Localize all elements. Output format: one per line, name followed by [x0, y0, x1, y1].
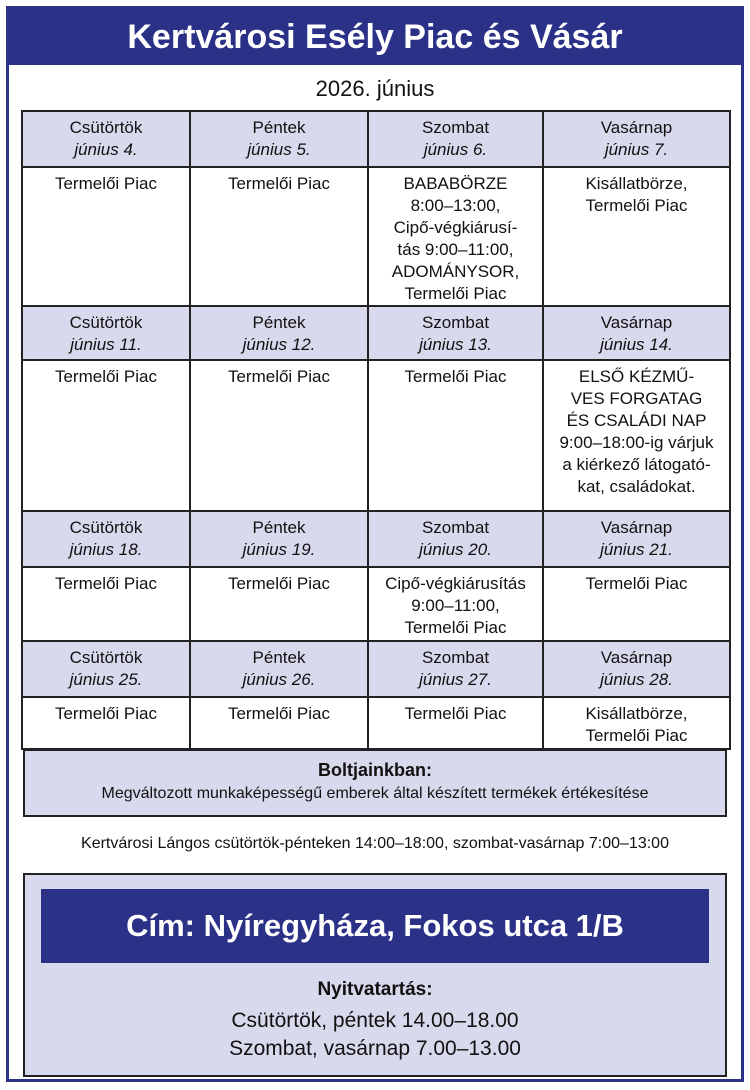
event-text: Termelői Piac: [404, 704, 507, 723]
event-text: Cipő-végkiárusítás 9:00–11:00, Termelői Piac: [385, 574, 526, 637]
day-name: Vasárnap: [600, 118, 673, 137]
event-text: Termelői Piac: [54, 704, 158, 723]
event-text: Termelői Piac: [54, 174, 158, 193]
day-date: június 11.: [70, 335, 142, 354]
langos-notice: Kertvárosi Lángos csütörtök-pénteken 14:00–18:00, szombat-vasárnap 7:00–13:00: [81, 835, 669, 852]
day-cell: [22, 641, 190, 697]
day-date: június 18.: [69, 540, 143, 559]
day-cell: [190, 306, 368, 360]
day-date: június 7.: [604, 140, 669, 159]
event-cell: [22, 697, 190, 749]
event-text: BABABÖRZE 8:00–13:00, Cipő-végkiárusí- tás 9:00–11:00, ADOMÁNYSOR, Termelői Piac: [391, 174, 520, 303]
event-cell: [22, 167, 190, 306]
day-name: Vasárnap: [600, 518, 673, 537]
opening-hours-line: Szombat, vasárnap 7.00–13.00: [229, 1037, 521, 1060]
event-cell: [22, 360, 190, 511]
day-date: június 13.: [419, 335, 492, 354]
events-row: [22, 567, 730, 641]
event-cell: [543, 167, 730, 306]
day-date: június 14.: [600, 335, 673, 354]
day-cell: [368, 306, 543, 360]
events-row: [22, 360, 730, 511]
opening-hours-title: Nyitvatartás:: [317, 979, 433, 1000]
day-date: június 19.: [242, 540, 316, 559]
event-cell: [368, 697, 543, 749]
day-cell: [543, 511, 730, 567]
day-cell: [22, 511, 190, 567]
event-text: Termelői Piac: [54, 574, 158, 593]
day-cell: [368, 511, 543, 567]
event-text: Termelői Piac: [54, 367, 158, 386]
day-date: június 25.: [69, 670, 143, 689]
day-name: Csütörtök: [69, 313, 143, 332]
day-date: június 20.: [419, 540, 492, 559]
day-date: június 21.: [600, 540, 673, 559]
day-date: június 4.: [74, 140, 138, 159]
day-date: június 6.: [423, 140, 488, 159]
event-text: Termelői Piac: [227, 574, 331, 593]
opening-hours-line: Csütörtök, péntek 14.00–18.00: [231, 1009, 519, 1032]
month-heading: 2026. június: [315, 76, 435, 101]
event-cell: [190, 167, 368, 306]
address-banner: Cím: Nyíregyháza, Fokos utca 1/B: [41, 889, 709, 963]
event-cell: [368, 360, 543, 511]
day-cell: [543, 641, 730, 697]
day-cell: [368, 111, 543, 167]
day-cell: [543, 111, 730, 167]
day-name: Szombat: [421, 313, 490, 332]
event-text: Kisállatbörze, Termelői Piac: [585, 704, 688, 745]
day-cell: [190, 641, 368, 697]
event-cell: [543, 697, 730, 749]
shops-box: [23, 749, 727, 817]
day-name: Vasárnap: [600, 648, 673, 667]
flyer-frame: [6, 6, 744, 1082]
day-name: Szombat: [421, 648, 490, 667]
events-row: [22, 167, 730, 306]
day-header-row: [22, 306, 730, 360]
event-text: ELSŐ KÉZMŰ- VES FORGATAG ÉS CSALÁDI NAP 9:00–18:00-ig várjuk a kiérkező látogató- kat, családokat.: [559, 367, 714, 496]
day-name: Péntek: [252, 518, 306, 537]
day-date: június 26.: [242, 670, 316, 689]
event-text: Termelői Piac: [227, 367, 331, 386]
event-cell: [368, 167, 543, 306]
day-name: Péntek: [252, 118, 306, 137]
day-name: Csütörtök: [69, 518, 143, 537]
day-name: Péntek: [252, 313, 306, 332]
day-cell: [190, 111, 368, 167]
event-cell: [190, 567, 368, 641]
market-title: Kertvárosi Esély Piac és Vásár: [9, 9, 741, 65]
day-name: Csütörtök: [69, 648, 143, 667]
day-cell: [190, 511, 368, 567]
day-date: június 28.: [600, 670, 673, 689]
event-text: Termelői Piac: [227, 704, 331, 723]
info-box: [23, 873, 727, 1077]
event-text: Termelői Piac: [585, 574, 688, 593]
shops-text: Megváltozott munkaképességű emberek által készített termékek értékesítése: [101, 785, 649, 802]
schedule-table: [21, 110, 731, 750]
day-cell: [22, 306, 190, 360]
events-row: [22, 697, 730, 749]
event-cell: [543, 360, 730, 511]
event-text: Termelői Piac: [227, 174, 331, 193]
day-name: Vasárnap: [600, 313, 673, 332]
day-name: Szombat: [421, 118, 490, 137]
event-cell: [543, 567, 730, 641]
event-cell: [190, 697, 368, 749]
event-cell: [368, 567, 543, 641]
day-date: június 5.: [247, 140, 311, 159]
shops-title: Boltjainkban:: [317, 760, 432, 780]
day-date: június 27.: [419, 670, 492, 689]
event-cell: [22, 567, 190, 641]
event-cell: [190, 360, 368, 511]
day-header-row: [22, 641, 730, 697]
event-text: Kisállatbörze, Termelői Piac: [585, 174, 688, 215]
day-cell: [22, 111, 190, 167]
day-cell: [368, 641, 543, 697]
day-header-row: [22, 511, 730, 567]
day-header-row: [22, 111, 730, 167]
day-name: Csütörtök: [69, 118, 143, 137]
day-date: június 12.: [242, 335, 316, 354]
day-name: Szombat: [421, 518, 490, 537]
day-name: Péntek: [252, 648, 306, 667]
event-text: Termelői Piac: [404, 367, 507, 386]
day-cell: [543, 306, 730, 360]
